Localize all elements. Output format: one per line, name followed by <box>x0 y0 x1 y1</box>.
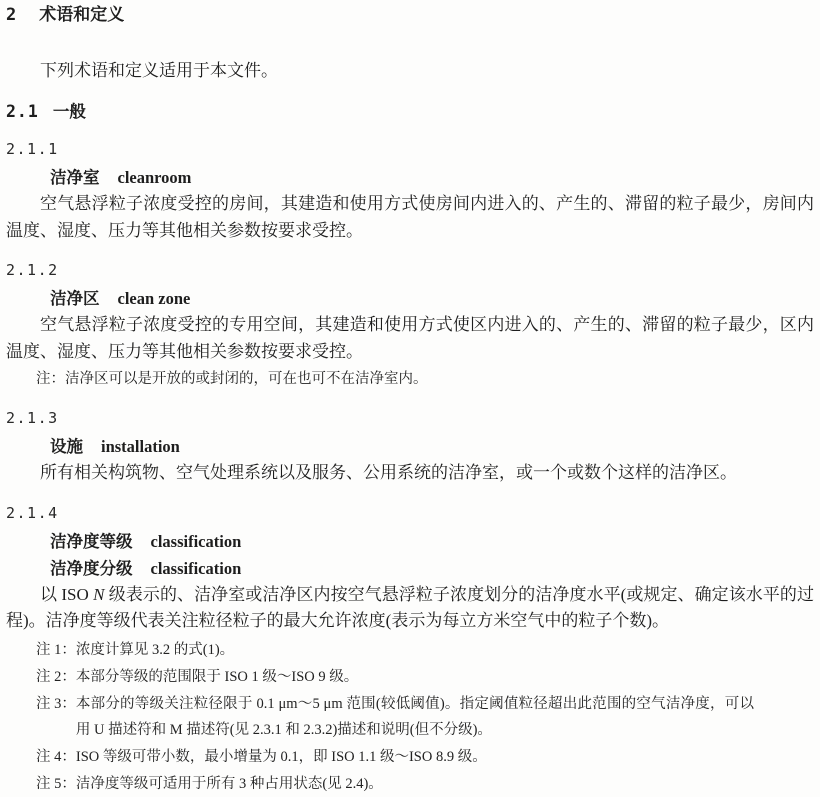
clause-number-2-1-3: 2.1.3 <box>6 409 59 427</box>
note-label: 注： <box>36 371 65 387</box>
section-number: 2 <box>6 5 18 25</box>
note-label: 注 2： <box>36 668 76 685</box>
subsection-heading <box>6 101 814 123</box>
note-line <box>36 366 814 392</box>
note-text: 洁净区可以是开放的或封闭的，可在也可不在洁净室内。 <box>65 371 428 387</box>
iso-class-variable-n: N <box>93 584 105 604</box>
clause-number-2-1-2: 2.1.2 <box>6 261 59 279</box>
definition-paragraph: 所有相关构筑物、空气处理系统以及服务、公用系统的洁净室，或一个或数个这样的洁净区。 <box>40 463 737 482</box>
term-line-clean-zone <box>50 287 814 311</box>
term-line-cleanroom <box>50 166 814 190</box>
definition-text-pre: 以 ISO <box>40 584 94 604</box>
note-line-2 <box>36 664 814 690</box>
definition-paragraph: 空气悬浮粒子浓度受控的房间，其建造和使用方式使房间内进入的、产生的、滞留的粒子最少，房间内温度、湿度、压力等其他相关参数按要求受控。 <box>6 194 814 240</box>
note-line-5 <box>36 771 814 797</box>
term-en: installation <box>101 437 180 456</box>
note-label: 注 4： <box>36 748 76 765</box>
term-zh: 设施 <box>50 438 83 456</box>
note-line-1 <box>36 637 814 663</box>
term-zh: 洁净室 <box>50 169 100 187</box>
term-en: classification <box>150 531 242 551</box>
intro-paragraph: 下列术语和定义适用于本文件。 <box>40 61 278 80</box>
note-text: ISO 等级可带小数，最小增量为 0.1，即 ISO 1.1 级～ISO 8.9 级。 <box>75 748 487 765</box>
note-label: 注 1： <box>36 641 76 658</box>
note-text: 洁净度等级可适用于所有 3 种占用状态(见 2.4)。 <box>75 775 383 792</box>
definition-text-post: 级表示的、洁净室或洁净区内按空气悬浮粒子浓度划分的洁净度水平(或规定、确定该水平的过程)。洁净度等级代表关注粒径粒子的最大允许浓度(表示为每立方米空气中的粒子个数)。 <box>6 584 814 630</box>
note-text: 本部分等级的范围限于 ISO 1 级～ISO 9 级。 <box>75 668 359 685</box>
note-label: 注 5： <box>36 775 76 792</box>
term-line-classification-2 <box>50 557 814 581</box>
term-en: cleanroom <box>117 168 192 187</box>
note-text: 浓度计算见 3.2 的式(1)。 <box>75 641 235 658</box>
definition-paragraph: 空气悬浮粒子浓度受控的专用空间，其建造和使用方式使区内进入的、产生的、滞留的粒子最少，区内温度、湿度、压力等其他相关参数按要求受控。 <box>6 315 814 361</box>
note-text: 本部分的等级关注粒径限于 0.1 μm～5 μm 范围(较低阈值)。指定阈值粒径超出此范围的空气洁净度，可以用 U 描述符和 M 描述符(见 2.3.1 和 2.3.2)描述和说明(但不分级)。 <box>75 695 754 738</box>
section-heading <box>6 4 814 26</box>
note-label: 注 3： <box>36 695 76 712</box>
term-zh: 洁净度分级 <box>50 559 133 578</box>
section-title: 术语和定义 <box>39 5 125 24</box>
term-line-classification-1 <box>50 530 814 554</box>
note-line-4 <box>36 744 814 770</box>
term-zh: 洁净度等级 <box>50 532 133 551</box>
notes-block <box>6 637 814 797</box>
term-line-installation <box>50 435 814 459</box>
clause-number-2-1-1: 2.1.1 <box>6 140 59 158</box>
subsection-title: 一般 <box>52 103 86 121</box>
term-en: classification <box>150 558 242 578</box>
definition-paragraph <box>6 582 814 635</box>
clause-number-2-1-4: 2.1.4 <box>6 503 59 522</box>
term-zh: 洁净区 <box>50 290 100 308</box>
subsection-number: 2.1 <box>6 102 39 121</box>
term-en: clean zone <box>117 289 191 308</box>
note-line-3 <box>36 691 814 743</box>
